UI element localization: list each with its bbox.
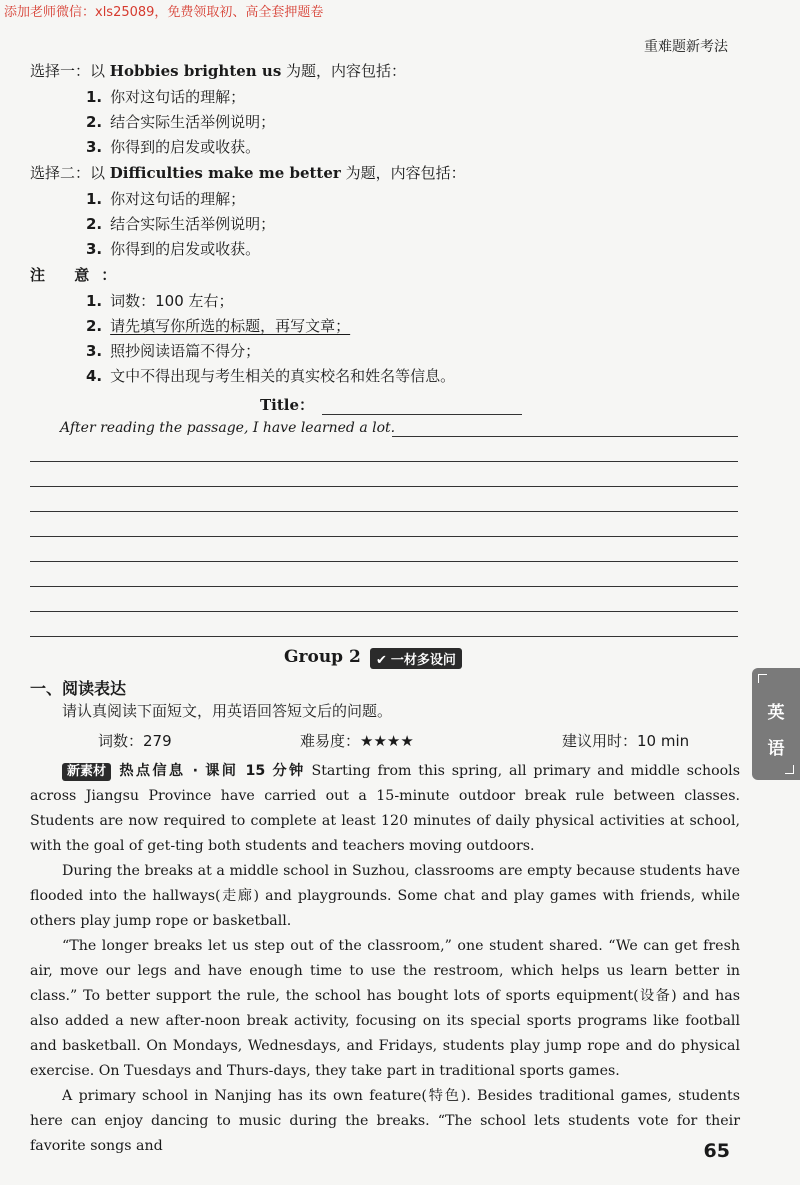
option-2-item	[86, 238, 260, 259]
writing-line[interactable]	[30, 511, 738, 512]
item-number: 2.	[86, 317, 103, 335]
side-tab-char: 英	[767, 703, 785, 723]
option-2-topic: Difficulties make me better	[109, 164, 341, 182]
option-1-item	[86, 111, 275, 132]
item-number: 3.	[86, 240, 103, 258]
note-item	[86, 340, 260, 361]
item-text: 结合实际生活举例说明；	[110, 215, 276, 233]
difficulty: 难易度：★★★★	[300, 732, 414, 750]
section-heading: 一、阅读表达	[30, 679, 127, 698]
item-text: 你得到的启发或收获。	[110, 138, 261, 156]
title-blank[interactable]	[322, 400, 522, 415]
option-1-prefix: 选择一：以	[30, 62, 110, 80]
note-item	[86, 365, 455, 386]
watermark-text: 添加老师微信：xls25089，免费领取初、高全套押题卷	[4, 5, 324, 20]
option-2-prefix: 选择二：以	[30, 164, 110, 182]
subject-side-tab	[752, 668, 800, 780]
item-number: 3.	[86, 342, 103, 360]
item-text: 照抄阅读语篇不得分；	[110, 342, 261, 360]
title-label: Title：	[260, 396, 315, 414]
writing-line[interactable]	[30, 636, 738, 637]
suggested-time: 建议用时：10 min	[562, 732, 690, 750]
reading-passage	[30, 759, 740, 1159]
item-text: 文中不得出现与考生相关的真实校名和姓名等信息。	[110, 367, 456, 385]
item-text: 词数：100 左右；	[110, 292, 234, 310]
running-header: 重难题新考法	[644, 39, 728, 55]
item-text: 你对这句话的理解；	[110, 88, 246, 106]
group-title: Group 2	[284, 647, 361, 667]
writing-line[interactable]	[30, 461, 738, 462]
check-icon: ✔	[376, 653, 387, 668]
item-number: 1.	[86, 292, 103, 310]
writing-line[interactable]	[30, 561, 738, 562]
passage-paragraph: A primary school in Nanjing has its own feature(特色). Besides traditional games, students here can enjoy dancing to music during the breaks. “The school lets students vote for their favorite songs and	[30, 1088, 740, 1154]
word-count: 词数：279	[98, 732, 172, 750]
start-sentence: After reading the passage, I have learned a lot.	[60, 420, 396, 436]
option-2-item	[86, 213, 275, 234]
option-1-item	[86, 136, 260, 157]
passage-paragraph	[30, 759, 740, 859]
option-1-item	[86, 86, 245, 107]
group-badge	[370, 648, 462, 669]
corner-mark	[785, 765, 794, 774]
corner-mark	[758, 674, 767, 683]
item-text: 结合实际生活举例说明；	[110, 113, 276, 131]
writing-line[interactable]	[30, 611, 738, 612]
passage-paragraph: “The longer breaks let us step out of the classroom,” one student shared. “We can get fresh air, move our legs and have enough time to use the restroom, which helps us learn better in class.” To better support the rule, the school has bought lots of sports equipment(设备) and has also added a new after-noon break activity, focusing on its special sports programs like football and basketball. On Mondays, Wednesdays, and Fridays, students play jump rope and do physical exercise. On Tuesdays and Thurs-days, they take part in traditional sports games.	[30, 938, 740, 1079]
new-material-badge: 新素材	[62, 763, 111, 781]
writing-line[interactable]	[30, 586, 738, 587]
option-1-topic: Hobbies brighten us	[109, 62, 282, 80]
item-number: 2.	[86, 113, 103, 131]
notes-label: 注 意：	[30, 266, 129, 284]
writing-line[interactable]	[392, 436, 738, 437]
option-1-suffix: 为题，内容包括：	[281, 62, 407, 80]
option-1-heading	[30, 60, 406, 81]
group-badge-label: 一材多设问	[390, 653, 456, 668]
note-item	[86, 290, 234, 311]
side-tab-char: 语	[767, 739, 785, 759]
title-field	[260, 394, 522, 415]
item-number: 1.	[86, 88, 103, 106]
item-number: 3.	[86, 138, 103, 156]
item-number: 1.	[86, 190, 103, 208]
item-text: 请先填写你所选的标题，再写文章；	[110, 317, 351, 335]
hot-topic-tag: 热点信息 · 课间 15 分钟	[117, 763, 306, 779]
option-2-suffix: 为题，内容包括：	[340, 164, 466, 182]
item-text: 你得到的启发或收获。	[110, 240, 261, 258]
page-number: 65	[703, 1140, 730, 1162]
writing-line[interactable]	[30, 536, 738, 537]
item-text: 你对这句话的理解；	[110, 190, 246, 208]
option-2-heading	[30, 162, 466, 183]
passage-paragraph: During the breaks at a middle school in Suzhou, classrooms are empty because students have flooded into the hallways(走廊) and playgrounds. Some chat and play games with friends, while others play jump rope or basketball.	[30, 863, 740, 929]
writing-line[interactable]	[30, 486, 738, 487]
item-number: 4.	[86, 367, 103, 385]
item-number: 2.	[86, 215, 103, 233]
option-2-item	[86, 188, 245, 209]
note-item	[86, 315, 350, 336]
section-instruction: 请认真阅读下面短文，用英语回答短文后的问题。	[62, 702, 393, 720]
paragraph-text: Starting from this spring, all primary and middle schools across Jiangsu Province have carried out a 15-minute outdoor break rule between classes. Students are now required to complete at least 120 minutes of daily physical activities at school, with the goal of get-ting both students and teachers moving outdoors.	[30, 763, 740, 854]
